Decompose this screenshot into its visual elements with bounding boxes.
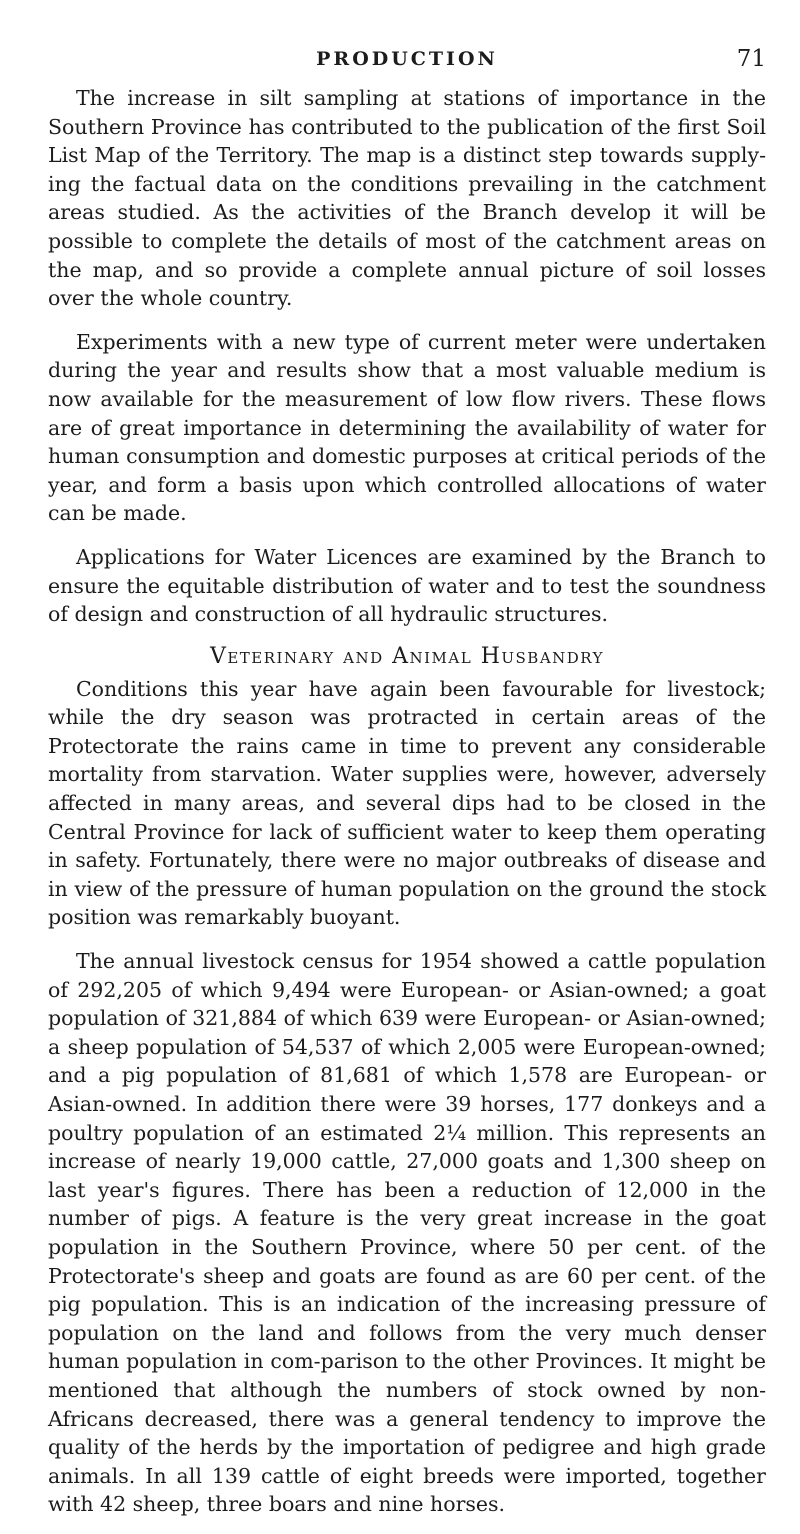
running-header [48,48,766,84]
document-page [48,48,766,1534]
paragraph-silt-sampling: The increase in silt sampling at stations of importance in the Southern Province has contributed to the publication of the first Soil List Map of the Territory. The map is a distinct step towards supply-ing the factual data on the conditions prevailing in the catchment areas studied. As the activities of the Branch develop it will be possible to complete the details of most of the catchment areas on the map, and so provide a complete annual picture of soil losses over the whole country. [48,86,766,311]
section-heading-veterinary: Veterinary and Animal Husbandry [209,643,605,669]
running-title: PRODUCTION [316,48,498,70]
paragraph-water-licences: Applications for Water Licences are examined by the Branch to ensure the equitable distribution of water and to test the soundness of design and construction of all hydraulic structures. [48,544,766,627]
paragraph-current-meter: Experiments with a new type of current meter were undertaken during the year and results show that a most valuable medium is now available for the measurement of low flow rivers. These flows are of great importance in determining the availability of water for human consumption and domestic purposes at critical periods of the year, and form a basis upon which controlled allocations of water can be made. [48,329,766,526]
paragraph-livestock-census: The annual livestock census for 1954 showed a cattle population of 292,205 of which 9,494 were European- or Asian-owned; a goat population of 321,884 of which 639 were European- or Asian-owned; a sheep population of 54,537 of which 2,005 were European-owned; and a pig population of 81,681 of which 1,578 are European- or Asian-owned. In addition there were 39 horses, 177 donkeys and a poultry population of an estimated 2¼ million. This represents an increase of nearly 19,000 cattle, 27,000 goats and 1,300 sheep on last year's figures. There has been a reduction of 12,000 in the number of pigs. A feature is the very great increase in the goat population in the Southern Province, where 50 per cent. of the Protectorate's sheep and goats are found as are 60 per cent. of the pig population. This is an indication of the increasing pressure of population on the land and follows from the very much denser human population in com-parison to the other Provinces. It might be mentioned that although the numbers of stock owned by non-Africans decreased, there was a general tendency to improve the quality of the herds by the importation of pedigree and high grade animals. In all 139 cattle of eight breeds were imported, together with 42 sheep, three boars and nine horses. [48,949,766,1517]
page-number: 71 [736,46,766,72]
paragraph-livestock-conditions: Conditions this year have again been favourable for livestock; while the dry season was protracted in certain areas of the Protectorate the rains came in time to prevent any considerable mortality from starvation. Water supplies were, however, adversely affected in many areas, and several dips had to be closed in the Central Province for lack of sufficient water to keep them operating in safety. Fortunately, there were no major outbreaks of disease and in view of the pressure of human population on the ground the stock position was remarkably buoyant. [48,676,766,930]
